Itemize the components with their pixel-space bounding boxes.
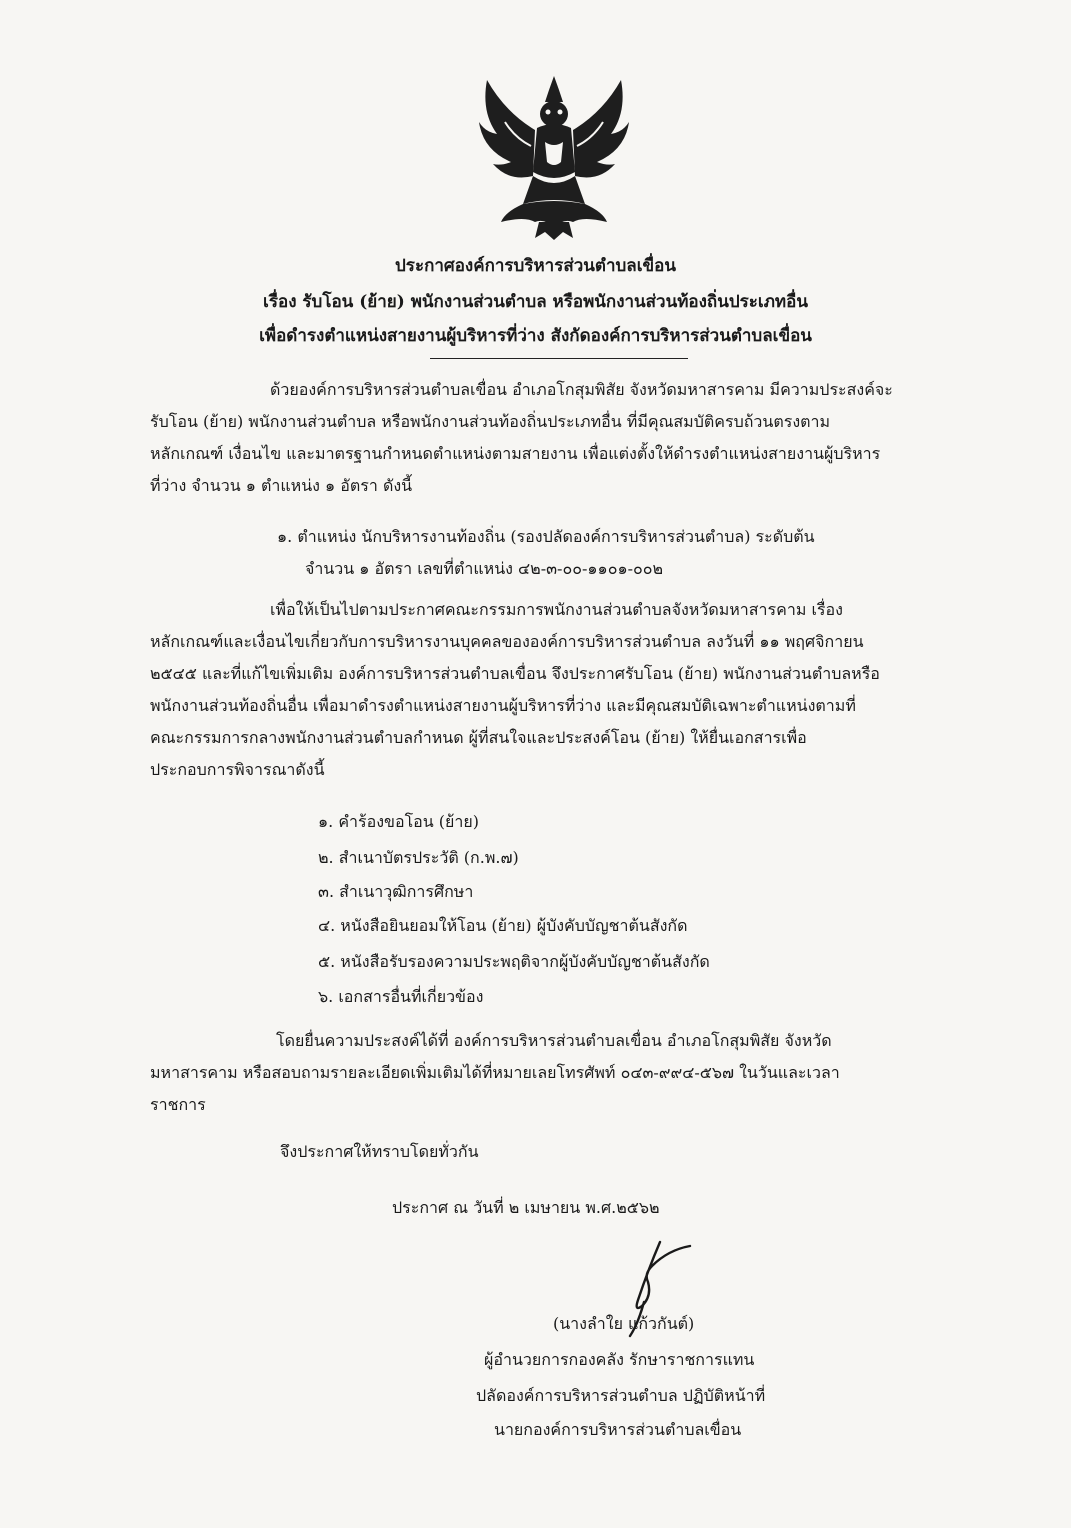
body-line: ประกอบการพิจารณาดังนี้ [150, 760, 325, 779]
title-divider [430, 358, 688, 359]
document-item: ๑. คำร้องขอโอน (ย้าย) [318, 812, 480, 831]
intro-line: รับโอน (ย้าย) พนักงานส่วนตำบล หรือพนักงานส่วนท้องถิ่นประเภทอื่น ที่มีคุณสมบัติครบถ้วนตรงตาม [150, 412, 831, 431]
contact-paragraph [150, 1025, 840, 1121]
announce-statement: จึงประกาศให้ทราบโดยทั่วกัน [280, 1142, 479, 1161]
announcement-subject: เรื่อง รับโอน (ย้าย) พนักงานส่วนตำบล หรือพนักงานส่วนท้องถิ่นประเภทอื่น [263, 292, 808, 312]
announcement-date: ประกาศ ณ วันที่ ๒ เมษายน พ.ศ.๒๕๖๒ [392, 1198, 660, 1217]
position-title: ๑. ตำแหน่ง นักบริหารงานท้องถิ่น (รองปลัดองค์การบริหารส่วนตำบล) ระดับต้น [277, 527, 815, 546]
signatory-title: นายกองค์การบริหารส่วนตำบลเขื่อน [494, 1420, 742, 1439]
intro-line: หลักเกณฑ์ เงื่อนไข และมาตรฐานกำหนดตำแหน่งตามสายงาน เพื่อแต่งตั้งให้ดำรงตำแหน่งสายงานผู้บริหาร [150, 444, 881, 463]
garuda-emblem [475, 72, 633, 242]
announcement-title: ประกาศองค์การบริหารส่วนตำบลเขื่อน [395, 256, 676, 276]
signatory-title: ปลัดองค์การบริหารส่วนตำบล ปฏิบัติหน้าที่ [476, 1386, 766, 1405]
position-number: จำนวน ๑ อัตรา เลขที่ตำแหน่ง ๔๒-๓-๐๐-๑๑๐๑-๐๐๒ [305, 559, 664, 578]
body-line: หลักเกณฑ์และเงื่อนไขเกี่ยวกับการบริหารงานบุคคลขององค์การบริหารส่วนตำบล ลงวันที่ ๑๑ พฤศจิกายน [150, 632, 864, 651]
document-item: ๖. เอกสารอื่นที่เกี่ยวข้อง [318, 987, 484, 1006]
document-item: ๔. หนังสือยินยอมให้โอน (ย้าย) ผู้บังคับบัญชาต้นสังกัด [318, 916, 688, 935]
body-line: พนักงานส่วนท้องถิ่นอื่น เพื่อมาดำรงตำแหน่งสายงานผู้บริหารที่ว่าง และมีคุณสมบัติเฉพาะตำแหน่งตามที่ [150, 696, 856, 715]
intro-line: ที่ว่าง จำนวน ๑ ตำแหน่ง ๑ อัตรา ดังนี้ [150, 476, 413, 495]
contact-line: มหาสารคาม หรือสอบถามรายละเอียดเพิ่มเติมได้ที่หมายเลยโทรศัพท์ ๐๔๓-๙๙๔-๕๖๗ ในวันและเวลา [150, 1063, 840, 1082]
intro-paragraph [150, 374, 893, 502]
signatory-title: ผู้อำนวยการกองคลัง รักษาราชการแทน [484, 1350, 755, 1369]
body-line: เพื่อให้เป็นไปตามประกาศคณะกรรมการพนักงานส่วนตำบลจังหวัดมหาสารคาม เรื่อง [270, 600, 843, 619]
document-item: ๓. สำเนาวุฒิการศึกษา [318, 882, 474, 901]
announcement-purpose: เพื่อดำรงตำแหน่งสายงานผู้บริหารที่ว่าง สังกัดองค์การบริหารส่วนตำบลเขื่อน [259, 326, 812, 346]
document-item: ๒. สำเนาบัตรประวัติ (ก.พ.๗) [318, 848, 519, 867]
position-entry [277, 521, 815, 585]
body-line: คณะกรรมการกลางพนักงานส่วนตำบลกำหนด ผู้ที่สนใจและประสงค์โอน (ย้าย) ให้ยื่นเอกสารเพื่อ [150, 728, 807, 747]
contact-line: โดยยื่นความประสงค์ได้ที่ องค์การบริหารส่วนตำบลเขื่อน อำเภอโกสุมพิสัย จังหวัด [276, 1031, 832, 1050]
body-line: ๒๕๔๕ และที่แก้ไขเพิ่มเติม องค์การบริหารส่วนตำบลเขื่อน จึงประกาศรับโอน (ย้าย) พนักงานส่วนตำบลหรือ [150, 664, 880, 683]
document-item: ๕. หนังสือรับรองความประพฤติจากผู้บังคับบัญชาต้นสังกัด [318, 952, 710, 971]
contact-line: ราชการ [150, 1095, 206, 1114]
signatory-name: (นางลำใย แก้วกันต์) [553, 1314, 695, 1333]
intro-line: ด้วยองค์การบริหารส่วนตำบลเขื่อน อำเภอโกสุมพิสัย จังหวัดมหาสารคาม มีความประสงค์จะ [270, 380, 893, 399]
body-paragraph [150, 594, 880, 786]
